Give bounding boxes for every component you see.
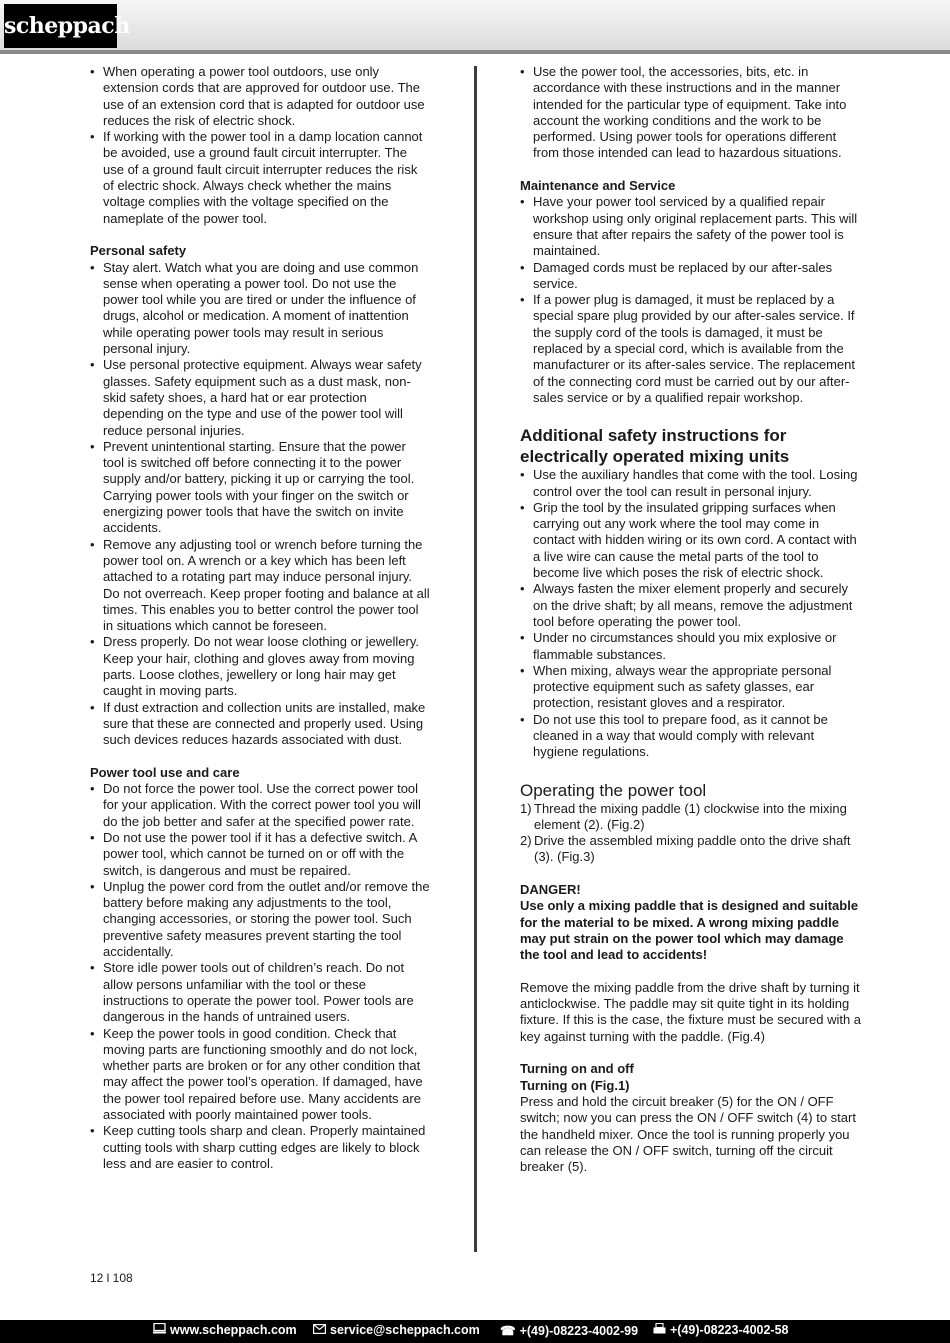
list-item: • Unplug the power cord from the outlet and/or remove the battery before making any adjustments to the tool, changing accessories, or storing the power tool. Such preventive safety measures prevent starting the tool accidentally.: [90, 879, 430, 960]
list-item: • Store idle power tools out of children’s reach. Do not allow persons unfamiliar with the tool or these instructions to operate the power tool. Power tools are dangerous in the hands of untrained users.: [90, 960, 430, 1025]
phone-text: +(49)-08223-4002-99: [519, 1324, 639, 1338]
maintenance-list: [520, 194, 862, 406]
intro-list: [90, 64, 430, 227]
list-item: • Keep cutting tools sharp and clean. Properly maintained cutting tools with sharp cutting edges are likely to block less and are easier to control.: [90, 1123, 430, 1172]
list-item: • Use personal protective equipment. Always wear safety glasses. Safety equipment such as a dust mask, non-skid safety shoes, a hard hat or ear protection depending on the type and use of the power tool will reduce personal injuries.: [90, 357, 430, 438]
section-heading-operating: Operating the power tool: [520, 780, 707, 800]
list-item: • Always fasten the mixer element properly and securely on the drive shaft; by all means, remove the adjustment tool before operating the power tool.: [520, 581, 862, 630]
website-text: www.scheppach.com: [170, 1323, 297, 1337]
list-item: • Do not use the power tool if it has a defective switch. A power tool, which cannot be turned on or off with the switch, is dangerous and must be repaired.: [90, 830, 430, 879]
step-number: 1): [520, 800, 532, 816]
email-text: service@scheppach.com: [330, 1323, 480, 1337]
list-item: [520, 833, 862, 866]
turning-on-text: Press and hold the circuit breaker (5) for the ON / OFF switch; now you can press the ON / OFF switch (4) to start the handheld mixer. Once the tool is running properly you can release the ON / OFF switch, turning off the circuit breaker (5).: [520, 1093, 856, 1175]
mail-icon: [313, 1324, 326, 1334]
list-item: • Do not force the power tool. Use the correct power tool for your application. With the correct power tool you will do the job better and safer at the specified power rate.: [90, 781, 430, 830]
section-heading-personal-safety: Personal safety: [90, 243, 187, 259]
list-item: • Have your power tool serviced by a qualified repair workshop using only original replacement parts. This will ensure that after repairs the safety of the power tool is maintained.: [520, 194, 862, 259]
list-item: • Under no circumstances should you mix explosive or flammable substances.: [520, 630, 862, 663]
list-item: [520, 801, 862, 834]
phone-icon: ☎: [500, 1324, 516, 1338]
operating-steps: [520, 801, 862, 866]
list-item: • If a power plug is damaged, it must be replaced by a special spare plug provided by our after-sales service. If the supply cord of the tools is damaged, it must be replaced by a special cord, which is available from the manufacturer or its after-sales service. The replacement of the connecting cord must be carried out by our after-sales service or by a qualified repair workshop.: [520, 292, 862, 406]
list-item: • Damaged cords must be replaced by our after-sales service.: [520, 260, 862, 293]
list-item: • When mixing, always wear the appropriate personal protective equipment such as safety glasses, ear protection, resistant gloves and a respirator.: [520, 663, 862, 712]
page-header: [0, 0, 950, 54]
list-item: • Remove any adjusting tool or wrench before turning the power tool on. A wrench or a key which has been left attached to a rotating part may induce personal injury. Do not overreach. Keep proper footing and balance at all times. This enables you to better control the power tool in situations which cannot be foreseen.: [90, 537, 430, 635]
section-heading-power-tool-use: Power tool use and care: [90, 764, 240, 780]
list-item: • Use the auxiliary handles that come with the tool. Losing control over the tool can result in personal injury.: [520, 467, 862, 500]
section-heading-maintenance: Maintenance and Service: [520, 178, 676, 194]
list-item: • Dress properly. Do not wear loose clothing or jewellery. Keep your hair, clothing and gloves away from moving parts. Loose clothes, jewellery or long hair may get caught in moving parts.: [90, 634, 430, 699]
subheading-turning-on: Turning on (Fig.1): [520, 1077, 630, 1093]
list-item: • If working with the power tool in a damp location cannot be avoided, use a ground fault circuit interrupter. The use of a ground fault circuit interrupter reduces the risk of electric shock. Always check whether the mains voltage complies with the voltage specified on the nameplate of the power tool.: [90, 129, 430, 227]
personal-safety-list: [90, 260, 430, 749]
footer-website[interactable]: [153, 1323, 297, 1337]
computer-icon: [153, 1323, 166, 1334]
remove-paddle-text: Remove the mixing paddle from the drive shaft by turning it anticlockwise. The paddle may sit quite tight in its holding fixture. If this is the case, the fixture must be secured with a key against turning with the paddle. (Fig.4): [520, 979, 862, 1044]
scheppach-logo: scheppach: [4, 4, 117, 48]
danger-text: Use only a mixing paddle that is designed and suitable for the material to be mixed. A wrong mixing paddle may put strain on the power tool which may damage the tool and lead to accidents!: [520, 898, 859, 963]
section-heading-additional-safety: Additional safety instructions for electrically operated mixing units: [520, 426, 790, 467]
section-heading-turning: Turning on and off: [520, 1061, 634, 1077]
column-divider: [474, 66, 477, 1252]
list-item: • Stay alert. Watch what you are doing and use common sense when operating a power tool. Do not use the power tool while you are tired or under the influence of drugs, alcohol or medication. A moment of inattention while operating power tools may result in serious personal injury.: [90, 260, 430, 358]
step-text: Thread the mixing paddle (1) clockwise into the mixing element (2). (Fig.2): [534, 800, 847, 832]
intro-list-right: [520, 64, 862, 162]
page-number: 12 l 108: [90, 1271, 133, 1285]
footer-fax[interactable]: [653, 1323, 789, 1337]
fax-text: +(49)-08223-4002-58: [670, 1323, 789, 1337]
list-item: • Grip the tool by the insulated gripping surfaces when carrying out any work where the tool may come in contact with hidden wiring or its own cord. A contact with a live wire can cause the metal parts of the tool to become live which poses the risk of electric shock.: [520, 500, 862, 581]
left-column: [90, 64, 430, 1172]
power-tool-use-list: [90, 781, 430, 1172]
footer-email[interactable]: [313, 1323, 480, 1337]
page-footer: [0, 1320, 950, 1343]
list-item: • When operating a power tool outdoors, use only extension cords that are approved for outdoor use. The use of an extension cord that is adapted for outdoor use reduces the risk of electric shock.: [90, 64, 430, 129]
danger-title: DANGER!: [520, 882, 581, 898]
step-number: 2): [520, 833, 532, 849]
list-item: • If dust extraction and collection units are installed, make sure that these are connected and properly used. Using such devices reduces hazards associated with dust.: [90, 700, 430, 749]
fax-icon: [653, 1323, 666, 1334]
list-item: • Prevent unintentional starting. Ensure that the power tool is switched off before connecting it to the power supply and/or battery, picking it up or carrying the tool. Carrying power tools with your finger on the switch or energizing power tools that have the switch on invite accidents.: [90, 439, 430, 537]
list-item: • Use the power tool, the accessories, bits, etc. in accordance with these instructions and in the manner intended for the particular type of equipment. Take into account the working conditions and the work to be performed. Using power tools for operations different from those intended can lead to hazardous situations.: [520, 64, 862, 162]
list-item: • Do not use this tool to prepare food, as it cannot be cleaned in a way that would comply with relevant hygiene regulations.: [520, 712, 862, 761]
right-column: [520, 64, 862, 1175]
additional-safety-list: [520, 467, 862, 760]
step-text: Drive the assembled mixing paddle onto the drive shaft (3). (Fig.3): [534, 833, 851, 865]
list-item: • Keep the power tools in good condition. Check that moving parts are functioning smoothly and do not lock, whether parts are broken or for any other condition that may affect the power tool’s operation. If damaged, have the power tool repaired before use. Many accidents are associated with poorly maintained power tools.: [90, 1026, 430, 1124]
footer-phone[interactable]: [500, 1323, 638, 1338]
